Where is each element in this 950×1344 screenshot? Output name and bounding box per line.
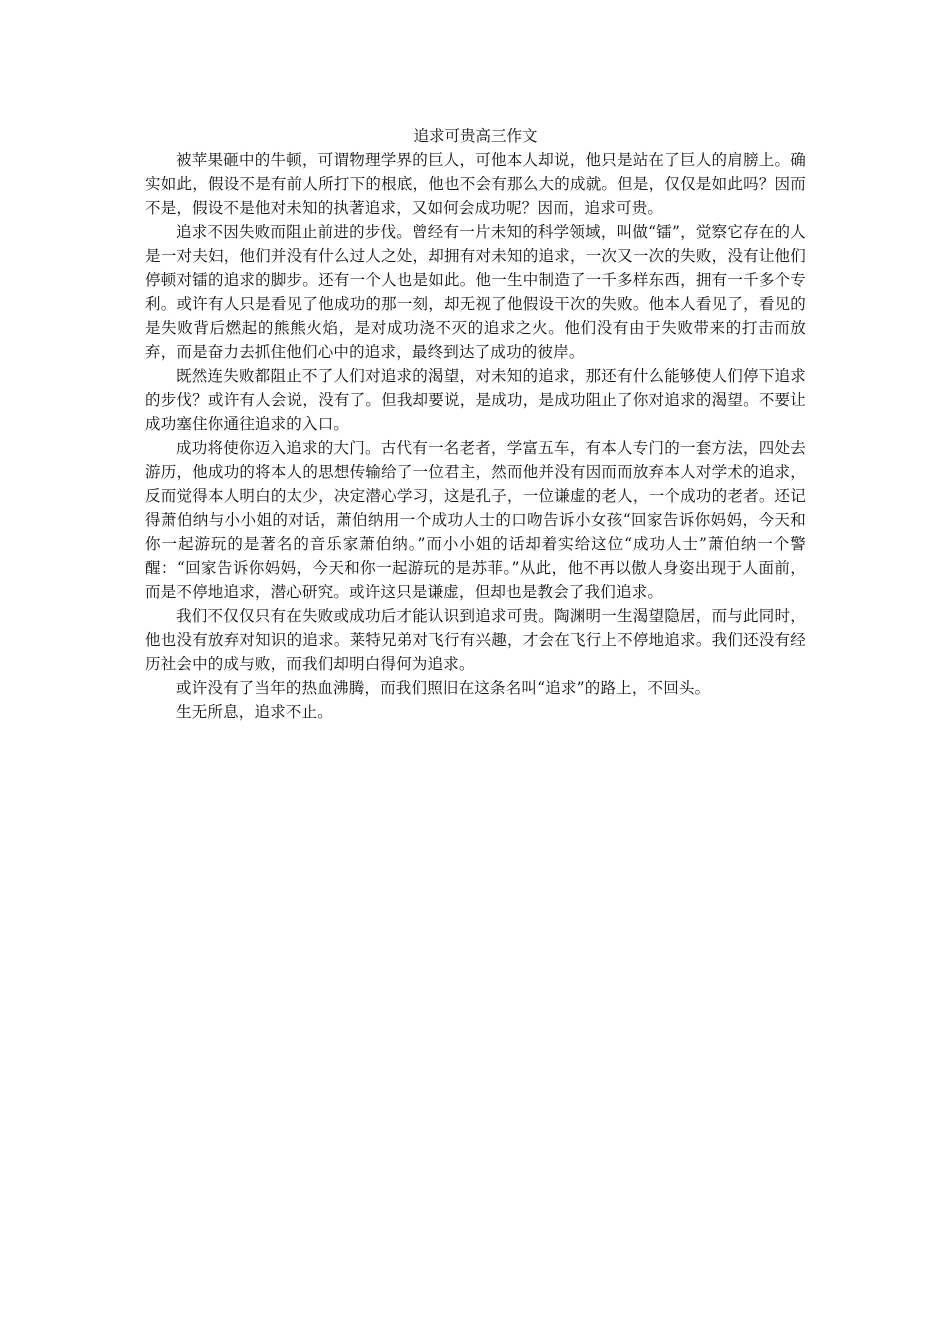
document-page [145,124,806,724]
paragraph-1: 被苹果砸中的牛顿，可谓物理学界的巨人，可他本人却说，他只是站在了巨人的肩膀上。确实如此，假设不是有前人所打下的根底，他也不会有那么大的成就。但是，仅仅是如此吗？因而不是，假设不是他对未知的执著追求，又如何会成功呢？因而，追求可贵。 [145,151,806,217]
paragraph-4: 成功将使你迈入追求的大门。古代有一名老者，学富五车，有本人专门的一套方法，四处去游历，他成功的将本人的思想传输给了一位君主，然而他并没有因而而放弃本人对学术的追求，反而觉得本人明白的太少，决定潜心学习，这是孔子，一位谦虚的老人，一个成功的老者。还记得萧伯纳与小小姐的对话，萧伯纳用一个成功人士的口吻告诉小女孩“回家告诉你妈妈，今天和你一起游玩的是著名的音乐家萧伯纳。”而小小姐的话却着实给这位“成功人士”萧伯纳一个警醒：“回家告诉你妈妈，今天和你一起游玩的是苏菲。”从此，他不再以傲人身姿出现于人面前，而是不停地追求，潜心研究。或许这只是谦虚，但却也是教会了我们追求。 [145,439,806,601]
paragraph-6: 或许没有了当年的热血沸腾，而我们照旧在这条名叫“追求”的路上，不回头。 [176,679,711,697]
paragraph-3: 既然连失败都阻止不了人们对追求的渴望，对未知的追求，那还有什么能够使人们停下追求的步伐？或许有人会说，没有了。但我却要说，是成功，是成功阻止了你对追求的渴望。不要让成功塞住你通往追求的入口。 [145,367,806,433]
paragraph-7: 生无所息，追求不止。 [176,703,334,721]
paragraph-2: 追求不因失败而阻止前进的步伐。曾经有一片未知的科学领域，叫做“镭”，觉察它存在的人是一对夫妇，他们并没有什么过人之处，却拥有对未知的追求，一次又一次的失败，没有让他们停顿对镭的追求的脚步。还有一个人也是如此。他一生中制造了一千多样东西，拥有一千多个专利。或许有人只是看见了他成功的那一刻，却无视了他假设干次的失败。他本人看见了，看见的是失败背后燃起的熊熊火焰，是对成功浇不灭的追求之火。他们没有由于失败带来的打击而放弃，而是奋力去抓住他们心中的追求，最终到达了成功的彼岸。 [145,223,806,361]
paragraph-5: 我们不仅仅只有在失败或成功后才能认识到追求可贵。陶渊明一生渴望隐居，而与此同时，他也没有放弃对知识的追求。莱特兄弟对飞行有兴趣，才会在飞行上不停地追求。我们还没有经历社会中的成与败，而我们却明白得何为追求。 [145,607,806,673]
document-title: 追求可贵高三作文 [413,127,538,145]
